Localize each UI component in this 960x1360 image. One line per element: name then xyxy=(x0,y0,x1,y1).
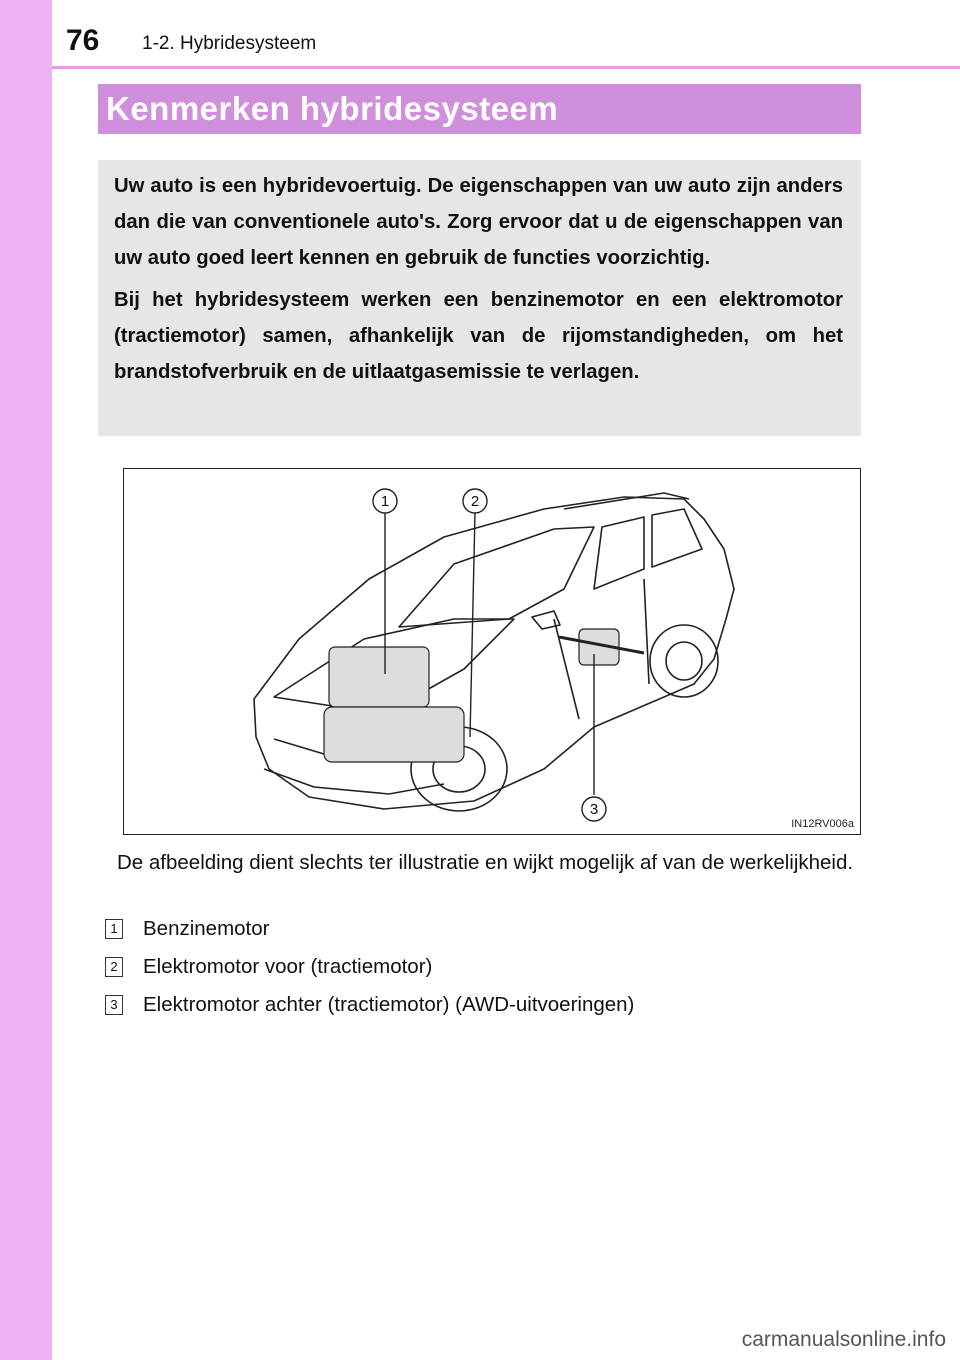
front-motor-block xyxy=(324,707,464,762)
section-title: Kenmerken hybridesysteem xyxy=(106,90,559,127)
figure-code: IN12RV006a xyxy=(791,818,854,830)
header-divider xyxy=(52,66,960,69)
callout-leader-2 xyxy=(470,513,475,737)
side-color-band xyxy=(0,0,52,1360)
roof-rail xyxy=(564,493,689,509)
callout-label: 2 xyxy=(470,493,480,510)
legend-number: 2 xyxy=(105,957,123,977)
section-title-bar xyxy=(98,84,861,134)
windshield xyxy=(399,527,594,627)
side-mirror xyxy=(532,611,560,629)
legend-number: 3 xyxy=(105,995,123,1015)
callout-label: 1 xyxy=(380,493,390,510)
rear-wheel-hub xyxy=(666,642,702,680)
intro-paragraph: Uw auto is een hybridevoertuig. De eigenschappen van uw auto zijn anders dan die van conventionele auto's. Zorg ervoor dat u de eigenschappen van uw auto goed leert kennen en gebruik de functies voorzichtig. xyxy=(114,175,843,269)
intro-paragraph: Bij het hybridesysteem werken een benzinemotor en een elektromotor (tractiemotor) samen, afhankelijk van de rijomstandigheden, om het brandstofverbruik en de uitlaatgasemissie te verlagen. xyxy=(114,289,843,383)
legend-number: 1 xyxy=(105,919,123,939)
section-reference: 1-2. Hybridesysteem xyxy=(142,33,317,54)
legend-item xyxy=(105,914,269,944)
legend-text: Elektromotor voor (tractiemotor) xyxy=(143,955,433,978)
callout-label: 3 xyxy=(589,801,599,818)
side-window-front xyxy=(594,517,644,589)
legend-text: Benzinemotor xyxy=(143,917,270,940)
page-number: 76 xyxy=(66,24,100,57)
legend-text: Elektromotor achter (tractiemotor) (AWD-uitvoeringen) xyxy=(143,993,635,1016)
legend-item xyxy=(105,952,432,982)
car-body-outline xyxy=(254,497,734,809)
vehicle-illustration xyxy=(123,468,861,835)
engine-block xyxy=(329,647,429,707)
rear-wheel xyxy=(650,625,718,697)
side-window-rear xyxy=(652,509,702,567)
door-line xyxy=(554,619,579,719)
vehicle-drawing xyxy=(124,469,860,834)
door-line xyxy=(644,579,649,684)
figure-caption: De afbeelding dient slechts ter illustratie en wijkt mogelijk af van de werkelijkheid. xyxy=(117,851,854,874)
watermark: carmanualsonline.info xyxy=(741,1328,946,1351)
intro-box xyxy=(98,160,861,436)
legend-item xyxy=(105,990,634,1020)
